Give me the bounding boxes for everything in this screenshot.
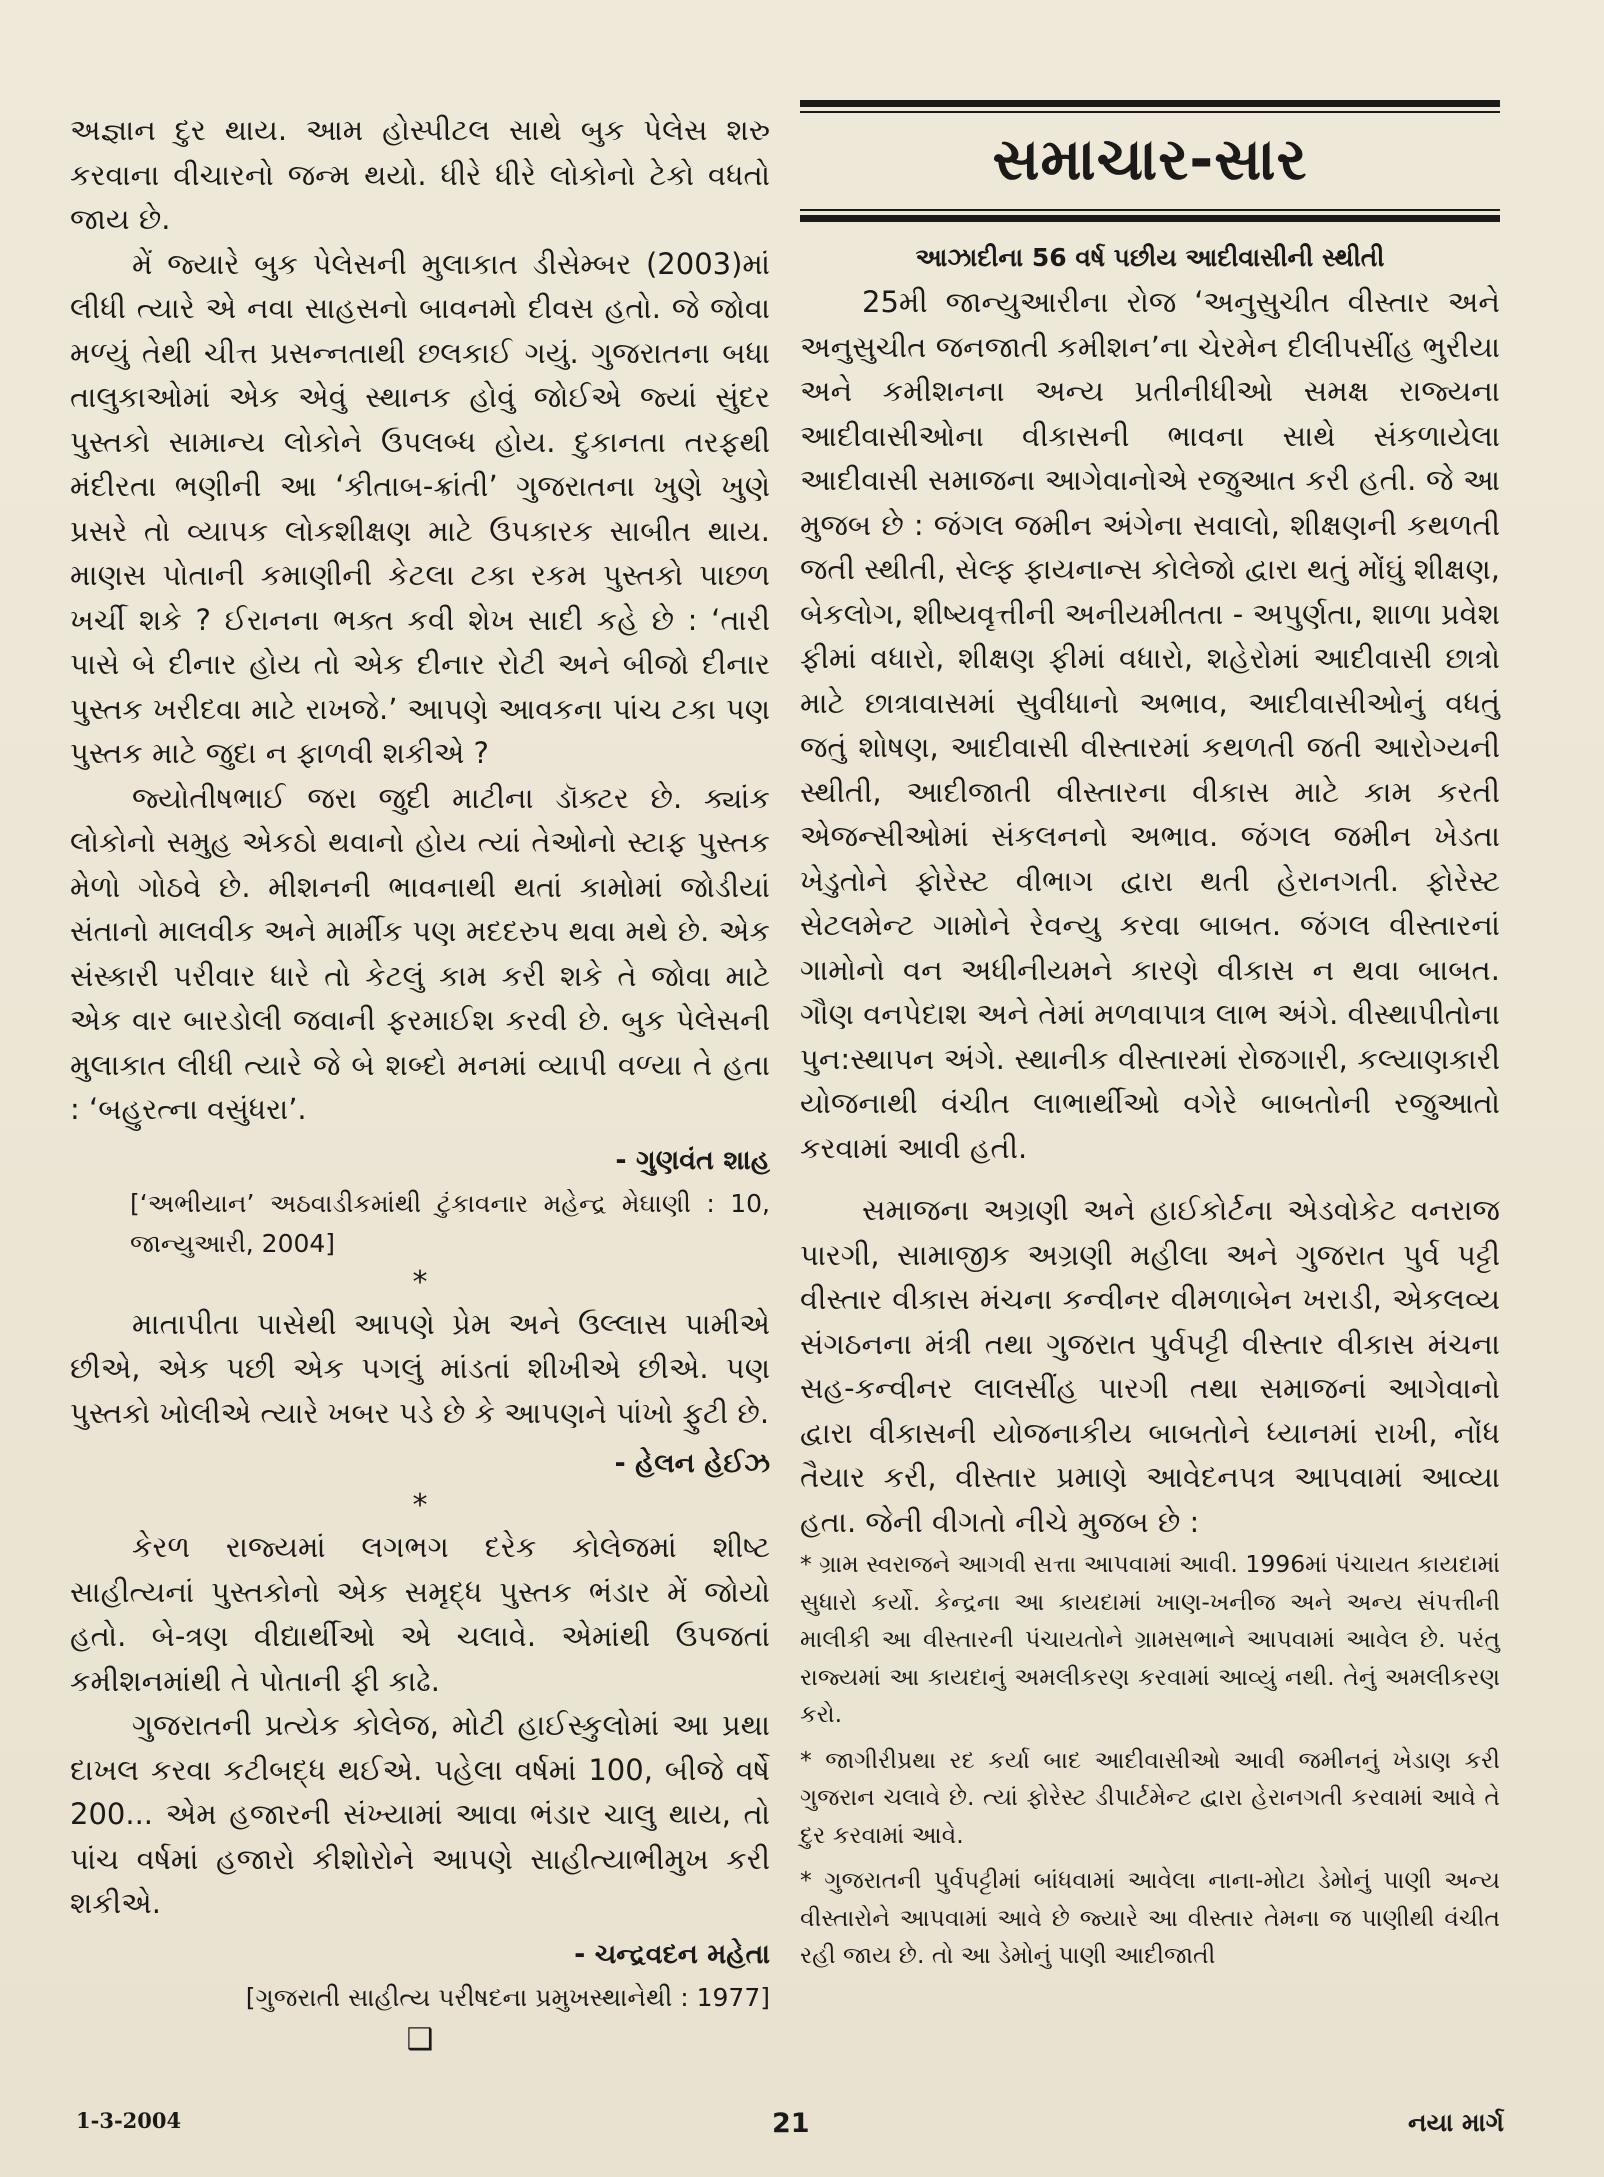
list-item: * ગ્રામ સ્વરાજને આગવી સત્તા આપવામાં આવી. 1996માં પંચાયત કાયદામાં સુધારો કર્યો. કેન્દ્રના આ કાયદામાં ખાણ-ખનીજ અને અન્ય સંપત્તીની માલીકી આ વીસ્તારની પંચાયતોને ગ્રામસભાને આપવામાં આવેલ છે. પરંતુ રાજ્યમાં આ કાયદાનું અમલીકરણ કરવામાં આવ્યું નથી. તેનું અમલીકરણ કરો.	[800, 1550, 1500, 1728]
left-column	[70, 108, 770, 2057]
source-citation: [‘અભીયાન’ અઠવાડીકમાંથી ટુંકાવનાર મહેન્દ્ર મેઘાણી : 10, જાન્યુઆરી, 2004]	[130, 1188, 770, 1258]
paragraph: માતાપીતા પાસેથી આપણે પ્રેમ અને ઉલ્લાસ પામીએ છીએ, એક પછી એક પગલું માંડતાં શીખીએ છીએ. પણ પુસ્તકો ખોલીએ ત્યારે ખબર પડે છે કે આપણને પાંખો ફુટી છે.	[70, 1306, 770, 1430]
paragraph: 25મી જાન્યુઆરીના રોજ ‘અનુસુચીત વીસ્તાર અને અનુસુચીત જનજાતી કમીશન’ના ચેરમેન દીલીપસીંહ ભુરીયા અને કમીશનના અન્ય પ્રતીનીધીઓ સમક્ષ રાજ્યના આદીવાસીઓના વીકાસની ભાવના સાથે સંકળાયેલા આદીવાસી સમાજના આગેવાનોએ રજુઆત કરી હતી. જે આ મુજબ છે : જંગલ જમીન અંગેના સવાલો, શીક્ષણની કથળતી જતી સ્થીતી, સેલ્ફ ફાયનાન્સ કોલેજો દ્વારા થતું મોંઘું શીક્ષણ, બેકલોગ, શીષ્યવૃત્તીની અનીયમીતતા - અપુર્ણતા, શાળા પ્રવેશ ફીમાં વધારો, શીક્ષણ ફીમાં વધારો, શહેરોમાં આદીવાસી છાત્રો માટે છાત્રાવાસમાં સુવીધાનો અભાવ, આદીવાસીઓનું વધતું જતું શોષણ, આદીવાસી વીસ્તારમાં કથળતી જતી આરોગ્યની સ્થીતી, આદીજાતી વીસ્તારના વીકાસ માટે કામ કરતી એજન્સીઓમાં સંકલનનો અભાવ. જંગલ જમીન ખેડતા ખેડુતોને ફોરેસ્ટ વીભાગ દ્વારા થતી હેરાનગતી. ફોરેસ્ટ સેટલમેન્ટ ગામોને રેવન્યુ કરવા બાબત. જંગલ વીસ્તારનાં ગામોનો વન અધીનીયમને કારણે વીકાસ ન થવા બાબત. ગૌણ વનપેદાશ અને તેમાં મળવાપાત્ર લાભ અંગે. વીસ્થાપીતોના પુન:સ્થાપન અંગે. સ્થાનીક વીસ્તારમાં રોજગારી, કલ્યાણકારી યોજનાથી વંચીત લાભાર્થીઓ વગેરે બાબતોની રજુઆતો કરવામાં આવી હતી.	[800, 285, 1500, 1165]
separator-star: *	[412, 1488, 428, 1523]
author-attribution: - ગુણવંત શાહ	[615, 1144, 770, 1176]
paragraph: જ્યોતીષભાઈ જરા જુદી માટીના ડૉક્ટર છે. ક્યાંક લોકોનો સમુહ એકઠો થવાનો હોય ત્યાં તેઓનો સ્ટાફ પુસ્તક મેળો ગોઠવે છે. મીશનની ભાવનાથી થતાં કામોમાં જોડીયાં સંતાનો માલવીક અને માર્મીક પણ મદદરુપ થવા મથે છે. એક સંસ્કારી પરીવાર ધારે તો કેટલું કામ કરી શકે તે જોવા માટે એક વાર બારડોલી જવાની ફરમાઈશ કરવી છે. બુક પેલેસની મુલાકાત લીધી ત્યારે જે બે શબ્દો મનમાં વ્યાપી વળ્યા તે હતા : ‘બહુરત્ના વસુંધરા’.	[70, 780, 770, 1126]
issue-date: 1-3-2004	[76, 2108, 182, 2133]
divider	[800, 215, 1500, 222]
page-footer	[0, 2108, 1604, 2148]
paragraph: સમાજના અગ્રણી અને હાઈકોર્ટના એડવોકેટ વનરાજ પારગી, સામાજીક અગ્રણી મહીલા અને ગુજરાત પુર્વ પટ્ટી વીસ્તાર વીકાસ મંચના કન્વીનર વીમળાબેન ખરાડી, એકલવ્ય સંગઠનના મંત્રી તથા ગુજરાત પુર્વપટ્ટી વીસ્તાર વીકાસ મંચના સહ-કન્વીનર લાલસીંહ પારગી તથા સમાજનાં આગેવાનો દ્વારા વીકાસની યોજનાકીય બાબતોને ધ્યાનમાં રાખી, નોંધ તૈયાર કરી, વીસ્તાર પ્રમાણે આવેદનપત્ર આપવામાં આવ્યા હતા. જેની વીગતો નીચે મુજબ છે :	[800, 1193, 1500, 1539]
page-number: 21	[772, 2108, 810, 2139]
list-item: * જાગીરીપ્રથા રદ કર્યા બાદ આદીવાસીઓ આવી જમીનનું ખેડાણ કરી ગુજરાન ચલાવે છે. ત્યાં ફોરેસ્ટ ડીપાર્ટમેન્ટ દ્વારા હેરાનગતી કરવામાં આવે તે દુર કરવામાં આવે.	[800, 1745, 1500, 1849]
list-item: * ગુજરાતની પુર્વપટ્ટીમાં બાંધવામાં આવેલા નાના-મોટા ડેમોનું પાણી અન્ય વીસ્તારોને આપવામાં આવે છે જ્યારે આ વીસ્તાર તેમના જ પાણીથી વંચીત રહી જાય છે. તો આ ડેમોનું પાણી આદીજાતી	[800, 1866, 1500, 1969]
magazine-name: નયા માર્ગ	[1408, 2108, 1504, 2137]
section-title: સમાચાર-સાર	[992, 125, 1308, 193]
article-subheading: આઝાદીના 56 વર્ષ પછીય આદીવાસીની સ્થીતી	[915, 243, 1385, 272]
divider	[800, 100, 1500, 107]
paragraph: કેરળ રાજ્યમાં લગભગ દરેક કોલેજમાં શીષ્ટ સાહીત્યનાં પુસ્તકોનો એક સમૃદ્ધ પુસ્તક ભંડાર મેં જોયો હતો. બે-ત્રણ વીદ્યાર્થીઓ એ ચલાવે. એમાંથી ઉપજતાં કમીશનમાંથી તે પોતાની ફી કાઢે.	[70, 1530, 770, 1698]
end-mark-icon: ❑	[406, 2021, 434, 2057]
author-attribution: - ચન્દ્રવદન મહેતા	[574, 1938, 770, 1970]
author-attribution: - હેલન હેઈઝ	[614, 1448, 770, 1479]
separator-star: *	[412, 1264, 428, 1300]
paragraph: ગુજરાતની પ્રત્યેક કોલેજ, મોટી હાઈસ્કુલોમાં આ પ્રથા દાખલ કરવા કટીબદ્ધ થઈએ. પહેલા વર્ષમાં 100, બીજે વર્ષે 200... એમ હજારની સંખ્યામાં આવા ભંડાર ચાલુ થાય, તો પાંચ વર્ષમાં હજારો કીશોરોને આપણે સાહીત્યાભીમુખ કરી શકીએ.	[70, 1708, 770, 1920]
source-citation: [ગુજરાતી સાહીત્ય પરીષદના પ્રમુખસ્થાનેથી : 1977]	[245, 1982, 770, 2012]
paragraph: મેં જ્યારે બુક પેલેસની મુલાકાત ડીસેમ્બર (2003)માં લીધી ત્યારે એ નવા સાહસનો બાવનમો દીવસ હતો. જે જોવા મળ્યું તેથી ચીત્ત પ્રસન્નતાથી છલકાઈ ગયું. ગુજરાતના બધા તાલુકાઓમાં એક એવું સ્થાનક હોવું જોઈએ જ્યાં સુંદર પુસ્તકો સામાન્ય લોકોને ઉપલબ્ધ હોય. દુકાનતા તરફથી મંદીરતા ભણીની આ ‘કીતાબ-ક્રાંતી’ ગુજરાતના ખુણે ખુણે પ્રસરે તો વ્યાપક લોકશીક્ષણ માટે ઉપકારક સાબીત થાય. માણસ પોતાની કમાણીની કેટલા ટકા રકમ પુસ્તકો પાછળ ખર્ચી શકે ? ઈરાનના ભક્ત કવી શેખ સાદી કહે છે : ‘તારી પાસે બે દીનાર હોય તો એક દીનાર રોટી અને બીજો દીનાર પુસ્તક ખરીદવા માટે રાખજે.’ આપણે આવકના પાંચ ટકા પણ પુસ્તક માટે જુદા ન ફાળવી શકીએ ?	[70, 246, 770, 770]
paragraph: અજ્ઞાન દુર થાય. આમ હોસ્પીટલ સાથે બુક પેલેસ શરુ કરવાના વીચારનો જન્મ થયો. ધીરે ધીરે લોકોનો ટેકો વધતો જાય છે.	[70, 113, 770, 236]
divider	[800, 209, 1500, 211]
right-column	[800, 100, 1500, 1975]
